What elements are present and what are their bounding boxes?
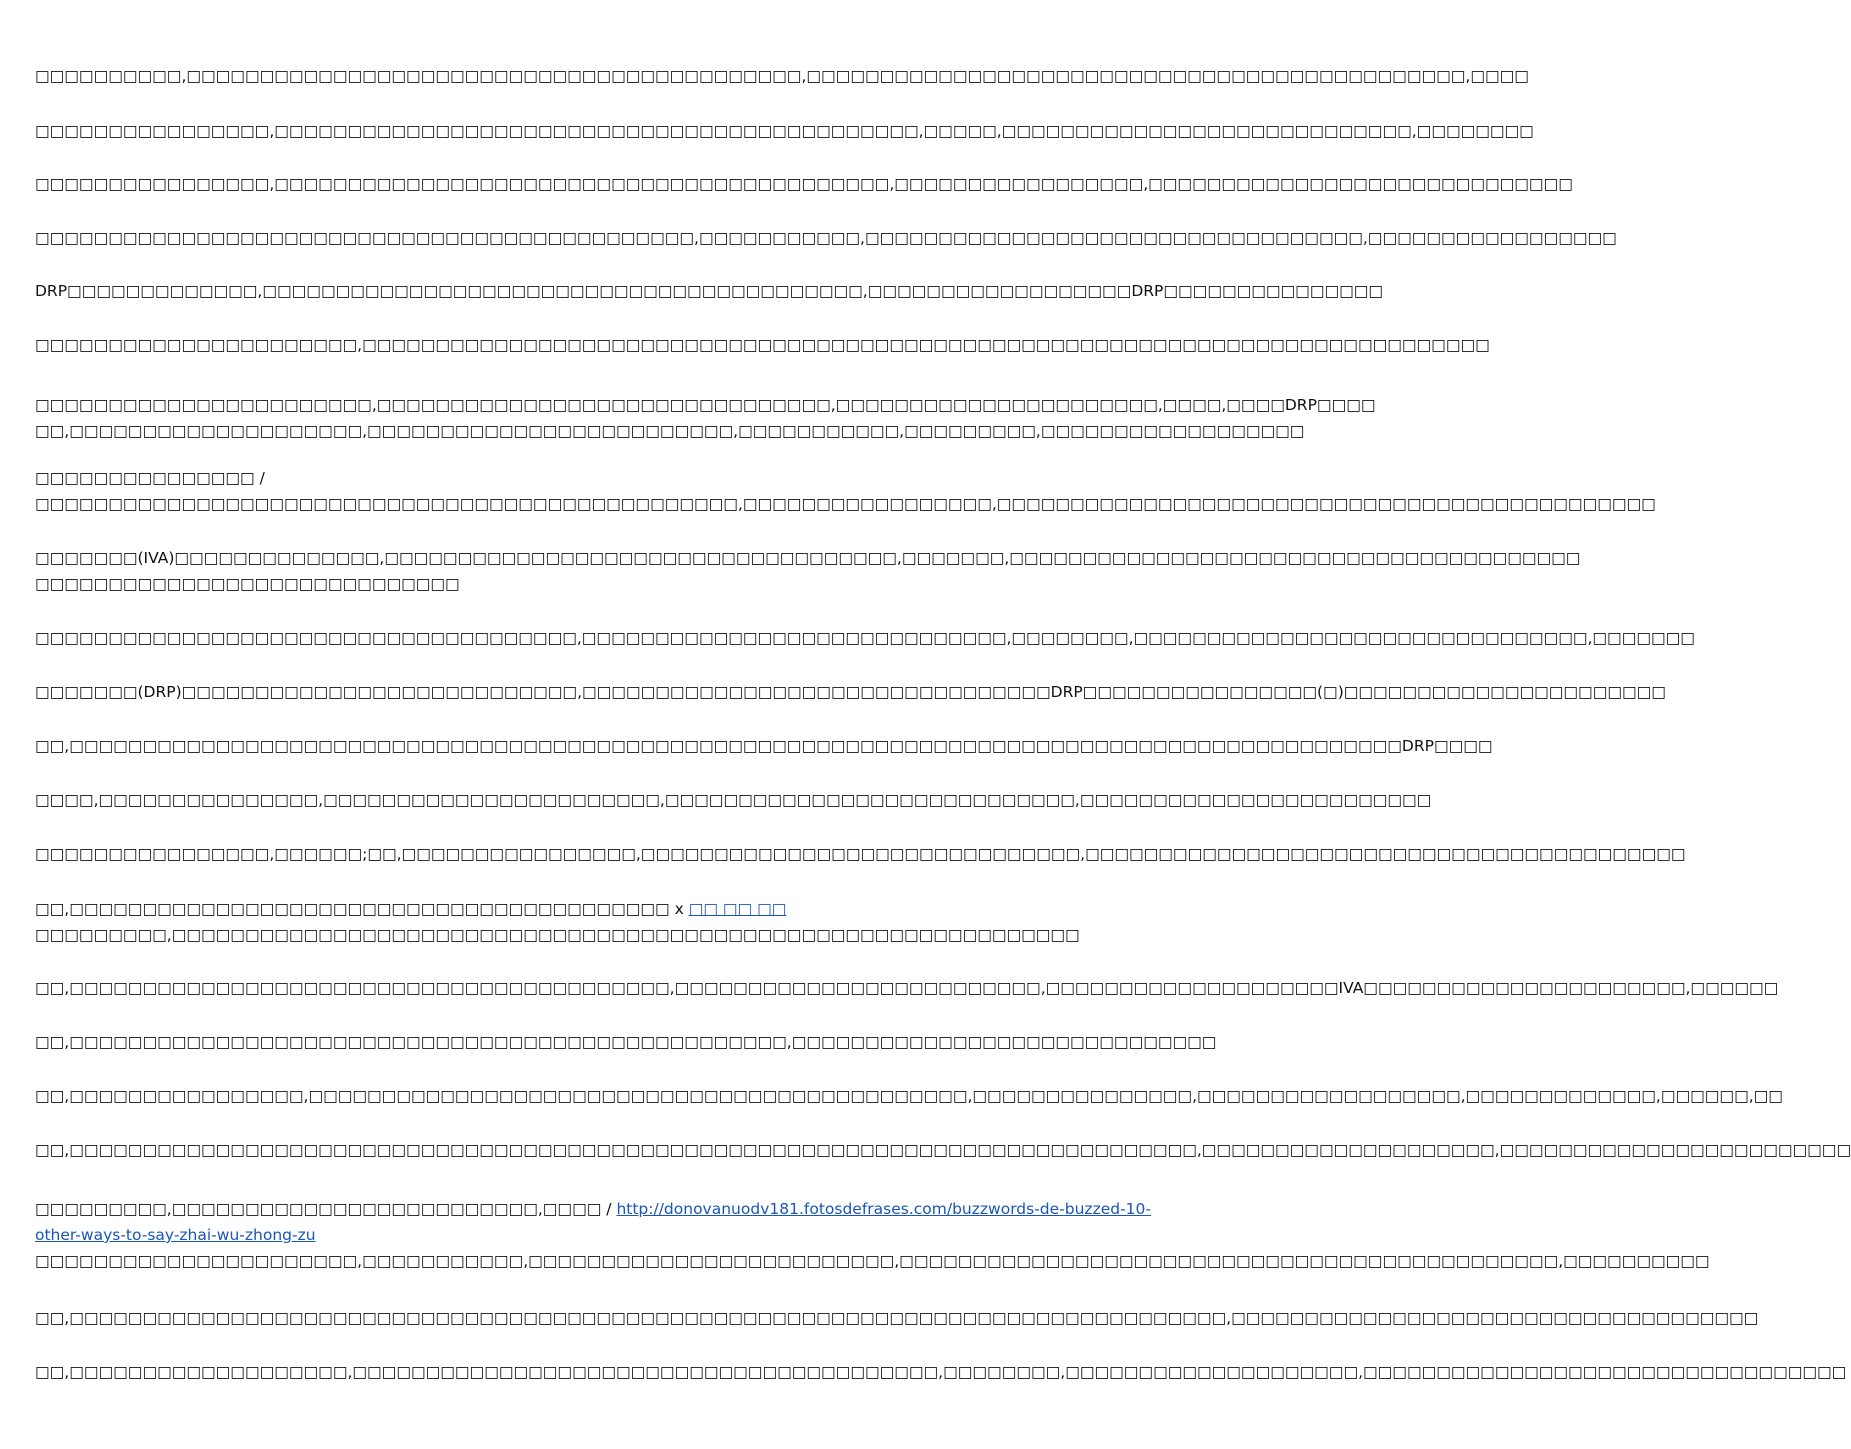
line-text: □□□□,□□□□□□□□□□□□□□□,□□□□□□□□□□□□□□□□□□□□□□□,□□□□□□□□□□□□□□□□□□□□□□□□□□□□,□□□□□□□□□□□□□□□□□□□□□□□□ — [35, 791, 1432, 809]
line-text: □□,□□□□□□□□□□□□□□□□□□□,□□□□□□□□□□□□□□□□□□□□□□□□□□□□□□□□□□□□□□□□,□□□□□□□□,□□□□□□□□□□□□□□□□□□□□,□□□□□□□□□□□□□□□□□□□□□□□□□□□□□□□□□ — [35, 1363, 1847, 1381]
line-text: □□,□□□□□□□□□□□□□□□□□□□□□□□□□□□□□□□□□□□□□□□□□□□□□□□□□,□□□□□□□□□□□□□□□□□□□□□□□□□□□□□ — [35, 1033, 1217, 1051]
hyperlink[interactable]: □□ □□ □□ — [688, 900, 787, 918]
text-line — [35, 923, 1080, 947]
text-line — [35, 788, 1432, 812]
hyperlink[interactable]: other-ways-to-say-zhai-wu-zhong-zu — [35, 1226, 316, 1244]
line-text: □□□□□□□□□□□□□□□□□□□□□□□□□□□□□□□□□□□□□□□□□□□□□,□□□□□□□□□□□,□□□□□□□□□□□□□□□□□□□□□□□□□□□□□□□□□□,□□□□□□□□□□□□□□□□□ — [35, 229, 1617, 247]
text-line — [35, 119, 1534, 143]
text-line — [35, 546, 1581, 570]
line-text: □□□□□□□□□□□□□□□□□□□□□□□□□□□□□ — [35, 575, 460, 593]
text-line — [35, 419, 1305, 443]
text-line — [35, 842, 1686, 866]
text-line — [35, 64, 1529, 88]
text-line — [35, 1084, 1783, 1108]
line-text: □□□□□□□(DRP)□□□□□□□□□□□□□□□□□□□□□□□□□□□,□□□□□□□□□□□□□□□□□□□□□□□□□□□□□□□□DRP□□□□□□□□□□□□□□□□(□)□□□□□□□□□□□□□□□□□□□□□□ — [35, 683, 1666, 701]
line-text: □□□□□□□□□□□□□□□□□□□□□□,□□□□□□□□□□□□□□□□□□□□□□□□□□□□□□□□□□□□□□□□□□□□□□□□□□□□□□□□□□□□□□□□□□□□□□□□□□□□□ — [35, 336, 1490, 354]
text-line — [35, 1306, 1759, 1330]
line-text: □□□□□□□□□□□□□□□□,□□□□□□□□□□□□□□□□□□□□□□□□□□□□□□□□□□□□□□□□□□□□,□□□□□,□□□□□□□□□□□□□□□□□□□□□□□□□□□□,□□□□□□□□ — [35, 122, 1534, 140]
line-text: □□,□□□□□□□□□□□□□□□□,□□□□□□□□□□□□□□□□□□□□□□□□□□□□□□□□□□□□□□□□□□□□□,□□□□□□□□□□□□□□□,□□□□□□□□□□□□□□□□□□,□□□□□□□□□□□□□,□□□□□□,□□ — [35, 1087, 1783, 1105]
line-text: □□□□□□□□□□□□□□□□□□□□□□□□□□□□□□□□□□□□□,□□□□□□□□□□□□□□□□□□□□□□□□□□□□□,□□□□□□□□,□□□□□□□□□□□□□□□□□□□□□□□□□□□□□□□,□□□□□□□ — [35, 629, 1695, 647]
text-line — [35, 492, 1656, 516]
hyperlink[interactable]: http://donovanuodv181.fotosdefrases.com/buzzwords-de-buzzed-10- — [616, 1200, 1151, 1218]
text-line — [35, 1249, 1710, 1273]
text-line — [35, 279, 1384, 303]
line-text: □□,□□□□□□□□□□□□□□□□□□□□□□□□□□□□□□□□□□□□□□□□□□□□□□□□□□□□□□□□□□□□□□□□□□□□□□□□□□□□□,□□□□□□□□□□□□□□□□□□□□,□□□□□□□□□□□□□□□□□□□□□□□□ — [35, 1141, 1851, 1159]
line-text: □□□□□□□□□□□□□□□□□□□□□□,□□□□□□□□□□□,□□□□□□□□□□□□□□□□□□□□□□□□□,□□□□□□□□□□□□□□□□□□□□□□□□□□□□□□□□□□□□□□□□□□□□□,□□□□□□□□□□ — [35, 1252, 1710, 1270]
text-line — [35, 1030, 1217, 1054]
text-line — [35, 897, 990, 921]
text-line — [35, 1223, 990, 1247]
text-line — [35, 226, 1617, 250]
line-text: □□□□□□□□□□□□□□□ / — [35, 469, 265, 487]
text-line — [35, 976, 1779, 1000]
text-line — [35, 734, 1493, 758]
line-text: □□□□□□□□□□□□□□□□,□□□□□□;□□,□□□□□□□□□□□□□□□□,□□□□□□□□□□□□□□□□□□□□□□□□□□□□□□,□□□□□□□□□□□□□□□□□□□□□□□□□□□□□□□□□□□□□□□□□ — [35, 845, 1686, 863]
line-text: □□□□□□□□□,□□□□□□□□□□□□□□□□□□□□□□□□□□□□□□□□□□□□□□□□□□□□□□□□□□□□□□□□□□□□□□ — [35, 926, 1080, 944]
line-text: □□,□□□□□□□□□□□□□□□□□□□□□□□□□□□□□□□□□□□□□□□□□ x — [35, 900, 689, 918]
text-line — [35, 333, 1490, 357]
line-text: □□□□□□□□□□□□□□□□□□□□□□□,□□□□□□□□□□□□□□□□□□□□□□□□□□□□□□□,□□□□□□□□□□□□□□□□□□□□□□,□□□□,□□□□DRP□□□□ — [35, 396, 1376, 414]
text-line — [35, 393, 1376, 417]
text-line — [35, 1360, 1847, 1384]
line-text: □□,□□□□□□□□□□□□□□□□□□□□□□□□□□□□□□□□□□□□□□□□□,□□□□□□□□□□□□□□□□□□□□□□□□□,□□□□□□□□□□□□□□□□□□□□IVA□□□□□□□□□□□□□□□□□□□□□□,□□□□□□ — [35, 979, 1779, 997]
text-line — [35, 680, 1666, 704]
line-text: □□□□□□□□□□□□□□□□□□□□□□□□□□□□□□□□□□□□□□□□□□□□□□□□,□□□□□□□□□□□□□□□□□,□□□□□□□□□□□□□□□□□□□□□□□□□□□□□□□□□□□□□□□□□□□□□ — [35, 495, 1656, 513]
line-text: □□□□□□□□□□,□□□□□□□□□□□□□□□□□□□□□□□□□□□□□□□□□□□□□□□□□□,□□□□□□□□□□□□□□□□□□□□□□□□□□□□□□□□□□□□□□□□□□□□□,□□□□ — [35, 67, 1529, 85]
text-line — [35, 1197, 1151, 1221]
text-line — [35, 172, 1573, 196]
text-line — [35, 572, 990, 596]
line-text: □□,□□□□□□□□□□□□□□□□□□□□□□□□□□□□□□□□□□□□□□□□□□□□□□□□□□□□□□□□□□□□□□□□□□□□□□□□□□□□□□□,□□□□□□□□□□□□□□□□□□□□□□□□□□□□□□□□□□□□ — [35, 1309, 1759, 1327]
line-text: □□,□□□□□□□□□□□□□□□□□□□□□□□□□□□□□□□□□□□□□□□□□□□□□□□□□□□□□□□□□□□□□□□□□□□□□□□□□□□□□□□□□□□□□□□□□□□DRP□□□□ — [35, 737, 1493, 755]
line-text: DRP□□□□□□□□□□□□□,□□□□□□□□□□□□□□□□□□□□□□□□□□□□□□□□□□□□□□□□□,□□□□□□□□□□□□□□□□□□DRP□□□□□□□□□□□□□□□ — [35, 282, 1384, 300]
text-line — [35, 1138, 1851, 1162]
line-text: □□□□□□□□□,□□□□□□□□□□□□□□□□□□□□□□□□□,□□□□ / — [35, 1200, 617, 1218]
line-text: □□□□□□□□□□□□□□□□,□□□□□□□□□□□□□□□□□□□□□□□□□□□□□□□□□□□□□□□□□□,□□□□□□□□□□□□□□□□□,□□□□□□□□□□□□□□□□□□□□□□□□□□□□□ — [35, 175, 1573, 193]
line-text: □□,□□□□□□□□□□□□□□□□□□□□,□□□□□□□□□□□□□□□□□□□□□□□□□,□□□□□□□□□□□,□□□□□□□□□,□□□□□□□□□□□□□□□□□□ — [35, 422, 1305, 440]
text-line — [35, 626, 1695, 650]
line-text: □□□□□□□(IVA)□□□□□□□□□□□□□□,□□□□□□□□□□□□□□□□□□□□□□□□□□□□□□□□□□□,□□□□□□□,□□□□□□□□□□□□□□□□□□□□□□□□□□□□□□□□□□□□□□□ — [35, 549, 1581, 567]
text-line — [35, 466, 990, 490]
